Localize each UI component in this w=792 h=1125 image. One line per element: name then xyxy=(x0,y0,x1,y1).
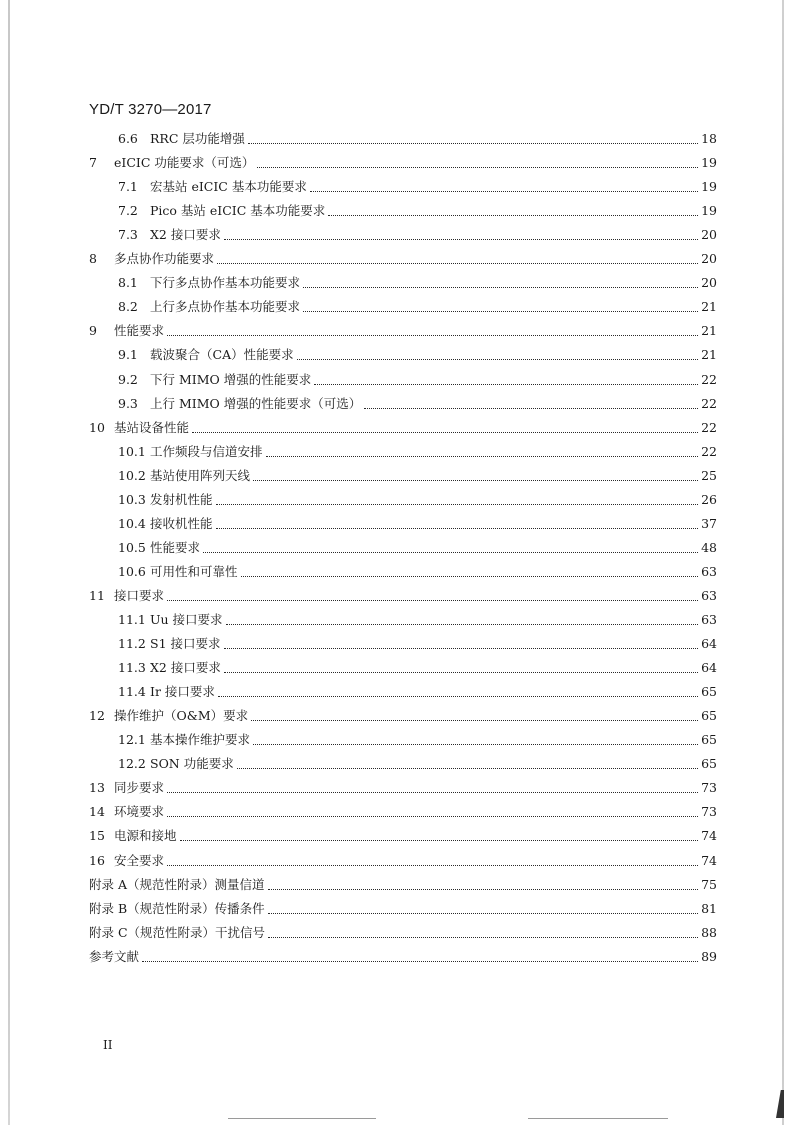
toc-entry-page: 20 xyxy=(701,275,717,291)
toc-entry[interactable] xyxy=(118,514,717,534)
toc-entry-page: 21 xyxy=(701,347,717,363)
toc-entry-number: 10.1 xyxy=(118,443,146,459)
toc-entry-number: 11 xyxy=(89,587,105,603)
toc-entry-page: 26 xyxy=(701,491,717,507)
toc-entry-page: 19 xyxy=(701,155,717,171)
scan-edge-right xyxy=(782,0,784,1125)
toc-entry[interactable] xyxy=(118,370,717,390)
toc-dot-leader xyxy=(167,851,698,871)
toc-entry[interactable] xyxy=(89,706,717,726)
toc-dot-leader xyxy=(253,466,698,486)
toc-entry-title: 基站设备性能 xyxy=(114,419,190,435)
toc-entry-title: 基本操作维护要求 xyxy=(150,732,251,748)
toc-entry-page: 48 xyxy=(701,539,717,555)
toc-entry-page: 63 xyxy=(701,587,717,603)
toc-entry[interactable] xyxy=(89,418,717,438)
toc-entry-number: 12.2 xyxy=(118,756,146,772)
toc-entry-title: SON 功能要求 xyxy=(150,756,234,772)
toc-dot-leader xyxy=(224,658,698,678)
toc-entry[interactable] xyxy=(118,297,717,317)
toc-entry-page: 20 xyxy=(701,227,717,243)
toc-entry-page: 88 xyxy=(701,924,717,940)
toc-dot-leader xyxy=(217,249,698,269)
toc-entry-title: 接口要求 xyxy=(114,587,165,603)
toc-entry-number: 9.1 xyxy=(118,347,138,363)
toc-entry-page: 65 xyxy=(701,708,717,724)
toc-entry-number: 13 xyxy=(89,780,105,796)
toc-entry-title: 性能要求 xyxy=(114,323,165,339)
toc-entry[interactable] xyxy=(118,730,717,750)
toc-entry[interactable] xyxy=(89,249,717,269)
document-code-header: YD/T 3270—2017 xyxy=(89,101,212,118)
toc-entry-number: 7.2 xyxy=(118,203,138,219)
toc-entry-page: 25 xyxy=(701,467,717,483)
toc-entry-number: 16 xyxy=(89,852,105,868)
toc-entry-title: X2 接口要求 xyxy=(150,227,221,243)
toc-dot-leader xyxy=(167,802,698,822)
toc-dot-leader xyxy=(203,538,698,558)
toc-entry[interactable] xyxy=(89,826,717,846)
toc-entry-number: 9.3 xyxy=(118,395,138,411)
toc-entry[interactable] xyxy=(89,586,717,606)
toc-dot-leader xyxy=(248,129,698,149)
toc-entry-number: 11.4 xyxy=(118,684,146,700)
toc-dot-leader xyxy=(268,923,698,943)
toc-entry[interactable] xyxy=(118,225,717,245)
toc-entry-number: 14 xyxy=(89,804,105,820)
toc-entry[interactable] xyxy=(118,562,717,582)
toc-entry-number: 12 xyxy=(89,708,105,724)
toc-entry-page: 20 xyxy=(701,251,717,267)
toc-entry[interactable] xyxy=(89,321,717,341)
toc-entry[interactable] xyxy=(118,273,717,293)
toc-entry-page: 21 xyxy=(701,323,717,339)
toc-dot-leader xyxy=(218,682,698,702)
toc-entry[interactable] xyxy=(118,442,717,462)
scan-artifact-line xyxy=(528,1118,668,1119)
toc-entry-title: 附录 B（规范性附录）传播条件 xyxy=(89,900,265,916)
toc-entry-title: 上行多点协作基本功能要求 xyxy=(150,299,301,315)
toc-entry-page: 74 xyxy=(701,852,717,868)
toc-dot-leader xyxy=(268,875,698,895)
toc-entry-number: 10.3 xyxy=(118,491,146,507)
toc-dot-leader xyxy=(364,394,698,414)
toc-entry-page: 22 xyxy=(701,395,717,411)
toc-entry-page: 81 xyxy=(701,900,717,916)
toc-entry-number: 10.4 xyxy=(118,515,146,531)
toc-entry-title: X2 接口要求 xyxy=(150,660,221,676)
toc-entry-number: 7 xyxy=(89,155,97,171)
toc-entry-page: 63 xyxy=(701,612,717,627)
toc-entry-title: RRC 层功能增强 xyxy=(150,131,245,146)
toc-dot-leader xyxy=(224,634,699,654)
toc-entry-title: Pico 基站 eICIC 基本功能要求 xyxy=(150,203,326,219)
toc-entry-number: 8.1 xyxy=(118,275,138,291)
toc-entry-title: 同步要求 xyxy=(114,780,165,796)
scan-edge-left xyxy=(8,0,10,1125)
toc-dot-leader xyxy=(192,418,698,438)
toc-entry-page: 74 xyxy=(701,828,717,844)
toc-dot-leader xyxy=(241,562,698,582)
toc-dot-leader xyxy=(328,201,698,221)
toc-dot-leader xyxy=(251,706,698,726)
toc-entry[interactable] xyxy=(89,947,717,967)
toc-entry[interactable] xyxy=(89,899,717,919)
scan-edge-mark xyxy=(776,1090,784,1118)
toc-entry[interactable] xyxy=(118,610,717,630)
toc-entry-title: eICIC 功能要求（可选） xyxy=(114,155,255,171)
toc-dot-leader xyxy=(167,778,698,798)
toc-dot-leader xyxy=(167,321,698,341)
toc-dot-leader xyxy=(257,153,698,173)
toc-entry-number: 8 xyxy=(89,251,97,267)
toc-entry[interactable] xyxy=(118,634,717,654)
scan-artifact-line xyxy=(228,1118,376,1119)
toc-dot-leader xyxy=(253,730,698,750)
toc-entry-number: 10.2 xyxy=(118,467,146,483)
toc-entry-page: 22 xyxy=(701,371,717,387)
toc-entry[interactable] xyxy=(118,466,717,486)
toc-dot-leader xyxy=(237,754,698,774)
toc-entry-title: 上行 MIMO 增强的性能要求（可选） xyxy=(150,395,362,411)
toc-entry-number: 10.5 xyxy=(118,539,146,555)
toc-dot-leader xyxy=(303,297,698,317)
toc-entry-page: 63 xyxy=(701,563,717,579)
toc-entry[interactable] xyxy=(89,875,717,895)
toc-entry-page: 64 xyxy=(701,636,717,652)
toc-entry-page: 73 xyxy=(701,780,717,796)
toc-entry-title: Uu 接口要求 xyxy=(150,612,223,627)
toc-entry-number: 9 xyxy=(89,323,97,339)
toc-entry[interactable] xyxy=(118,394,717,414)
toc-entry-title: 电源和接地 xyxy=(114,828,177,844)
toc-entry-title: 接收机性能 xyxy=(150,515,213,531)
toc-entry[interactable] xyxy=(118,201,717,221)
toc-entry-number: 8.2 xyxy=(118,299,138,315)
toc-dot-leader xyxy=(303,273,698,293)
toc-entry-page: 21 xyxy=(701,299,717,315)
toc-entry[interactable] xyxy=(89,851,717,871)
toc-entry[interactable] xyxy=(118,177,717,197)
toc-entry-title: 发射机性能 xyxy=(150,491,213,507)
toc-entry-page: 19 xyxy=(701,179,717,195)
toc-entry-title: 多点协作功能要求 xyxy=(114,251,215,267)
toc-entry-number: 6.6 xyxy=(118,131,138,146)
toc-dot-leader xyxy=(167,586,698,606)
toc-entry[interactable] xyxy=(118,658,717,678)
toc-entry[interactable] xyxy=(89,802,717,822)
toc-entry-title: 基站使用阵列天线 xyxy=(150,467,251,483)
toc-entry-page: 37 xyxy=(701,515,717,531)
toc-entry-title: 附录 C（规范性附录）干扰信号 xyxy=(89,924,266,940)
toc-entry-page: 89 xyxy=(701,948,717,964)
toc-entry[interactable] xyxy=(118,538,717,558)
toc-dot-leader xyxy=(268,899,698,919)
toc-entry-page: 22 xyxy=(701,419,717,435)
toc-entry-title: 环境要求 xyxy=(114,804,165,820)
page-number: II xyxy=(103,1038,113,1052)
toc-entry[interactable] xyxy=(118,129,717,149)
toc-entry-title: 操作维护（O&M）要求 xyxy=(114,708,249,724)
toc-dot-leader xyxy=(310,177,698,197)
toc-entry[interactable] xyxy=(89,778,717,798)
toc-dot-leader xyxy=(226,610,698,630)
toc-entry[interactable] xyxy=(118,490,717,510)
toc-dot-leader xyxy=(180,826,698,846)
toc-entry-number: 11.3 xyxy=(118,660,146,676)
toc-entry-title: S1 接口要求 xyxy=(150,636,221,652)
toc-entry-title: 宏基站 eICIC 基本功能要求 xyxy=(150,179,307,195)
toc-entry-title: 载波聚合（CA）性能要求 xyxy=(150,347,294,363)
toc-dot-leader xyxy=(216,490,698,510)
toc-entry-page: 64 xyxy=(701,660,717,676)
toc-entry-title: Ir 接口要求 xyxy=(150,684,215,700)
toc-entry-page: 65 xyxy=(701,684,717,700)
toc-dot-leader xyxy=(216,514,698,534)
toc-entry-page: 65 xyxy=(701,756,717,772)
toc-entry-title: 参考文献 xyxy=(89,948,140,964)
toc-entry-title: 工作频段与信道安排 xyxy=(150,443,263,459)
toc-entry-number: 7.1 xyxy=(118,179,138,195)
toc-entry-page: 19 xyxy=(701,203,717,219)
toc-entry-page: 22 xyxy=(701,443,717,459)
toc-dot-leader xyxy=(224,225,698,245)
toc-entry-title: 安全要求 xyxy=(114,852,165,868)
toc-dot-leader xyxy=(314,370,698,390)
toc-entry-number: 7.3 xyxy=(118,227,138,243)
toc-entry-title: 附录 A（规范性附录）测量信道 xyxy=(89,876,265,892)
toc-entry-title: 性能要求 xyxy=(150,539,201,555)
toc-entry-number: 10 xyxy=(89,419,105,435)
toc-entry-title: 可用性和可靠性 xyxy=(150,563,238,579)
toc-entry-number: 15 xyxy=(89,828,105,844)
toc-entry-title: 下行 MIMO 增强的性能要求 xyxy=(150,371,312,387)
toc-entry[interactable] xyxy=(118,682,717,702)
toc-entry-page: 73 xyxy=(701,804,717,820)
toc-entry-number: 10.6 xyxy=(118,563,146,579)
toc-dot-leader xyxy=(142,947,698,967)
toc-dot-leader xyxy=(297,345,698,365)
toc-entry[interactable] xyxy=(89,923,717,943)
toc-entry-number: 9.2 xyxy=(118,371,138,387)
toc-entry-number: 11.2 xyxy=(118,636,146,652)
toc-entry[interactable] xyxy=(89,153,717,173)
toc-entry-number: 11.1 xyxy=(118,612,146,627)
toc-dot-leader xyxy=(266,442,698,462)
toc-entry-title: 下行多点协作基本功能要求 xyxy=(150,275,301,291)
toc-entry[interactable] xyxy=(118,345,717,365)
toc-entry-number: 12.1 xyxy=(118,732,146,748)
toc-entry-page: 65 xyxy=(701,732,717,748)
toc-entry-page: 75 xyxy=(701,876,717,892)
toc-entry-page: 18 xyxy=(701,131,717,146)
toc-entry[interactable] xyxy=(118,754,717,774)
